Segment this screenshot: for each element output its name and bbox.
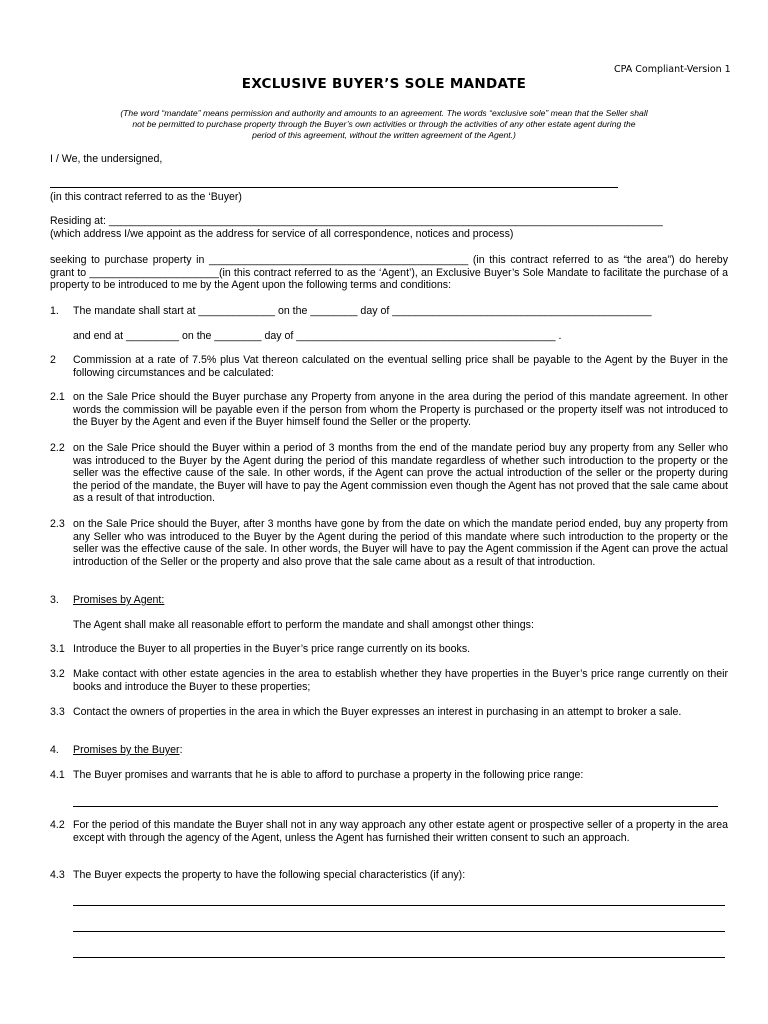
mandate-start-field: The mandate shall start at _____________ on the ________ day of ____________________________________________ bbox=[73, 305, 652, 317]
clause-3-2: Make contact with other estate agencies in the area to establish whether they have properties in the Buyer’s price range currently on their books and introduce the Buyer to these properties; bbox=[73, 668, 728, 693]
clause-4-3: The Buyer expects the property to have the following special characteristics (if any): bbox=[73, 869, 466, 881]
clause-4-2: For the period of this mandate the Buyer shall not in any way approach any other estate agent or prospective seller of a property in the area except with through the agency of the Agent, unless the Agent has furnished their written consent to such an approach. bbox=[73, 819, 728, 844]
clause-number: 4.2 bbox=[50, 819, 65, 831]
address-service-note: (which address I/we appoint as the address for service of all correspondence, notices and process) bbox=[50, 228, 514, 240]
clause-3-1: Introduce the Buyer to all properties in the Buyer’s price range currently on its books. bbox=[73, 643, 471, 655]
characteristics-line bbox=[73, 931, 725, 932]
buyer-promises-heading: Promises by the Buyer bbox=[73, 744, 180, 756]
clause-2-2: on the Sale Price should the Buyer within a period of 3 months from the end of the mandate period buy any property from any Seller who was introduced to the Buyer by the Agent during the period of this mandate regardless of whether such introduction to the property or the seller was the effective cause of the sale. In other words, if the Agent can prove the actual introduction of the seller or the property during the period of the mandate, the Buyer will have to pay the Agent commission even though the Agent has not proved that the sale came about as a result of that introduction. bbox=[73, 442, 728, 505]
clause-2-1: on the Sale Price should the Buyer purchase any Property from anyone in the area during the period of this mandate agreement. In other words the commission will be payable even if the person from whom the Property is purchased or the property itself was not introduced to the Buyer by the Agent and even if the Buyer himself found the Seller or the property. bbox=[73, 391, 728, 429]
clause-number: 2.3 bbox=[50, 518, 65, 530]
heading-colon: : bbox=[179, 744, 183, 756]
document-title: EXCLUSIVE BUYER’S SOLE MANDATE bbox=[241, 76, 527, 92]
clause-number: 4.3 bbox=[50, 869, 65, 881]
residing-at-field: Residing at: ______________________________________________________________________________________________ bbox=[50, 215, 663, 227]
buyer-promises-heading-wrap bbox=[73, 744, 183, 757]
clause-number: 3.2 bbox=[50, 668, 65, 680]
clause-number: 3.1 bbox=[50, 643, 65, 655]
agent-promises-heading: Promises by Agent: bbox=[73, 594, 165, 606]
mandate-end-field: and end at _________ on the ________ day of ____________________________________________ . bbox=[73, 330, 562, 342]
characteristics-line bbox=[73, 905, 725, 906]
commission-clause: Commission at a rate of 7.5% plus Vat thereon calculated on the eventual selling price shall be payable to the Agent by the Buyer in the following circumstances and be calculated: bbox=[73, 354, 728, 379]
clause-3-3: Contact the owners of properties in the area in which the Buyer expresses an interest in purchasing in an attempt to broker a sale. bbox=[73, 706, 682, 718]
clause-number: 1. bbox=[50, 305, 59, 317]
grant-paragraph: seeking to purchase property in ____________________________________________ (in this contract referred to as “the area”) do hereby grant to ______________________(in this contract referred to as the ‘Agent’), an Exclusive Buyer’s Sole Mandate to facilitate the purchase of a property to be introduced to me by the Agent upon the following terms and conditions: bbox=[50, 254, 728, 292]
buyer-definition: (in this contract referred to as the ‘Buyer) bbox=[50, 191, 242, 203]
clause-2-3: on the Sale Price should the Buyer, after 3 months have gone by from the date on which the mandate period ended, buy any property from any Seller who was introduced to the Buyer by the Agent during the period of this mandate where such introduction to the property or the seller was the effective cause of the sale. In other words, the Buyer will have to pay the Agent commission if the Agent can prove the actual introduction of the Seller or the property and also prove that the sale came about as a result of that introduction. bbox=[73, 518, 728, 568]
undersigned-text: I / We, the undersigned, bbox=[50, 153, 163, 165]
clause-number: 2.1 bbox=[50, 391, 65, 403]
clause-4-1: The Buyer promises and warrants that he is able to afford to purchase a property in the following price range: bbox=[73, 769, 584, 781]
buyer-name-line bbox=[50, 187, 618, 188]
clause-number: 4. bbox=[50, 744, 59, 756]
clause-number: 2.2 bbox=[50, 442, 65, 454]
characteristics-line bbox=[73, 957, 725, 958]
clause-number: 4.1 bbox=[50, 769, 65, 781]
version-label: CPA Compliant-Version 1 bbox=[614, 64, 731, 75]
clause-number: 3.3 bbox=[50, 706, 65, 718]
clause-number: 3. bbox=[50, 594, 59, 606]
definition-note: (The word “mandate” means permission and authority and amounts to an agreement. The words “exclusive sole” mean that the Seller shall not be permitted to purchase property through the Buyer’s own activities or through the activities of any other estate agent during the period of this agreement, without the written agreement of the Agent.) bbox=[120, 108, 648, 140]
agent-promises-intro: The Agent shall make all reasonable effort to perform the mandate and shall amongst other things: bbox=[73, 619, 534, 631]
clause-number: 2 bbox=[50, 354, 56, 366]
price-range-line bbox=[73, 806, 718, 807]
